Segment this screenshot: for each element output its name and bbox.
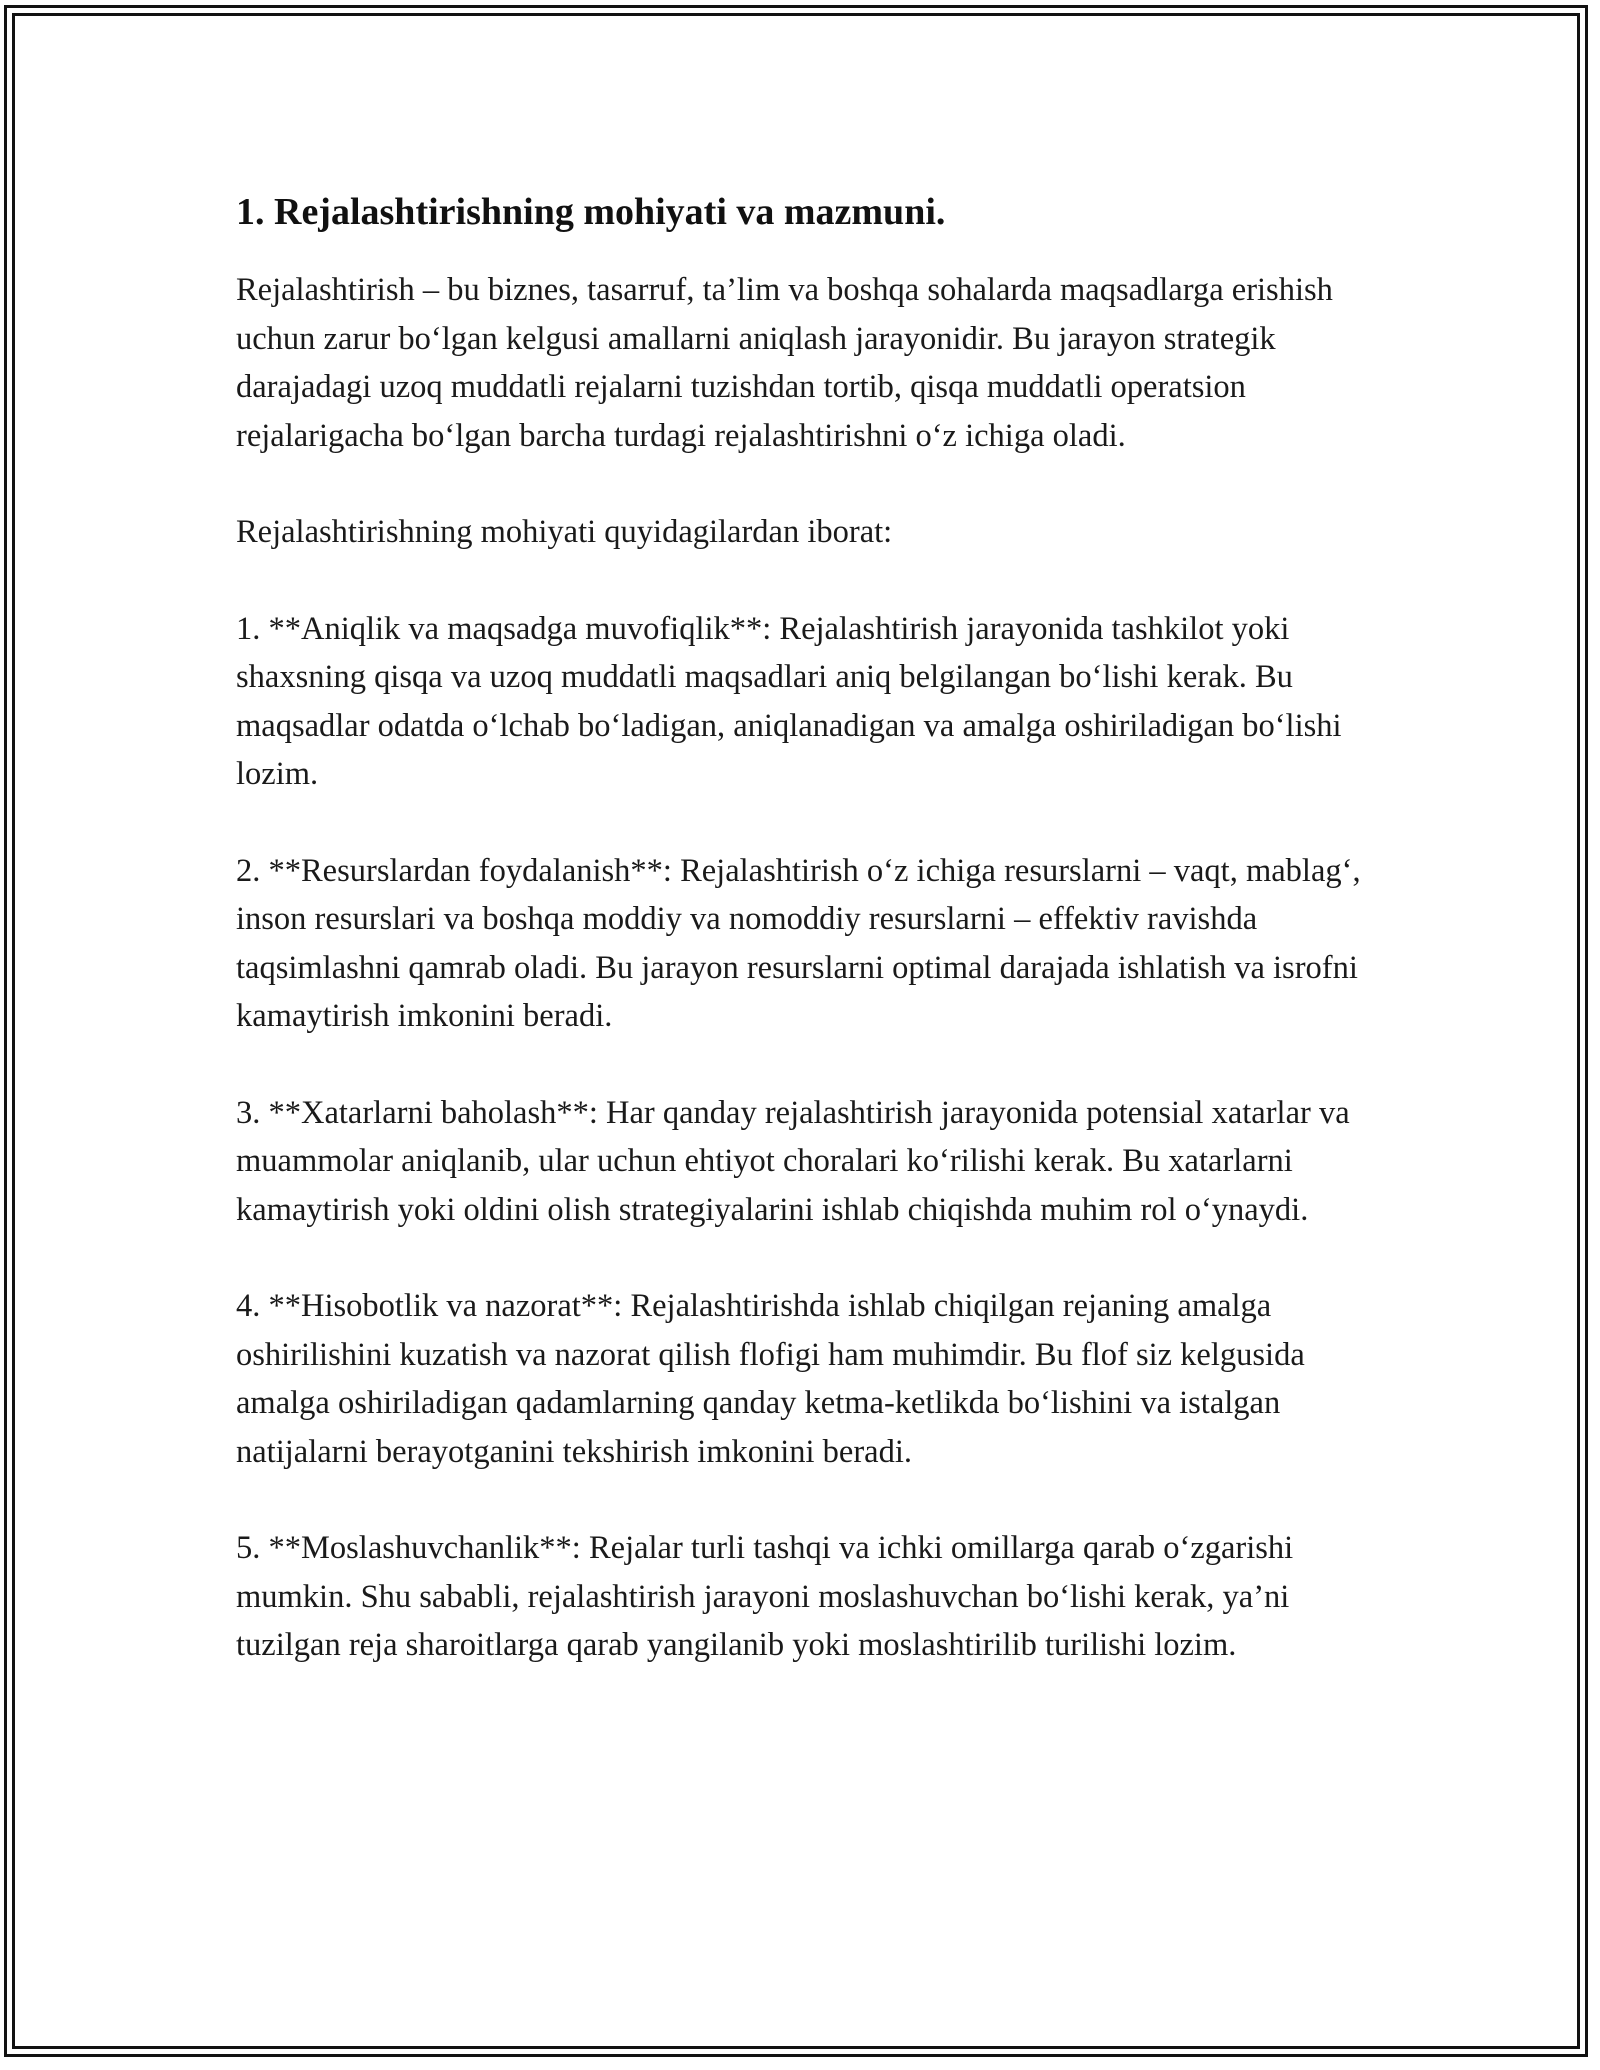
list-item-paragraph: 5. **Moslashuvchanlik**: Rejalar turli tashqi va ichki omillarga qarab o‘zgarishi mumkin. Shu sababli, rejalashtirish jarayoni moslashuvchan bo‘lishi kerak, ya’ni tuzilgan reja sharoitlarga qarab yangilanib yoki moslashtirilib turilishi lozim. — [236, 1530, 1294, 1663]
list-item-paragraph: 4. **Hisobotlik va nazorat**: Rejalashtirishda ishlab chiqilgan rejaning amalga oshirilishini kuzatish va nazorat qilish flofigi ham muhimdir. Bu flof siz kelgusida amalga oshiriladigan qadamlarning qanday ketma-ketlikda bo‘lishini va istalgan natijalarni berayotganini tekshirish imkonini beradi. — [236, 1288, 1305, 1470]
list-item-paragraph: 1. **Aniqlik va maqsadga muvofiqlik**: Rejalashtirish jarayonida tashkilot yoki shaxsning qisqa va uzoq muddatli maqsadlari aniq belgilangan bo‘lishi kerak. Bu maqsadlar odatda o‘lchab bo‘ladigan, aniqlanadigan va amalga oshiriladigan bo‘lishi lozim. — [236, 610, 1342, 792]
document-title: 1. Rejalashtirishning mohiyati va mazmuni. — [236, 191, 946, 233]
list-intro-paragraph: Rejalashtirishning mohiyati quyidagilardan iborat: — [236, 514, 893, 550]
document-body — [236, 186, 1386, 1718]
list-item-paragraph: 3. **Xatarlarni baholash**: Har qanday rejalashtirish jarayonida potensial xatarlar va muammolar aniqlanib, ular uchun ehtiyot choralari ko‘rilishi kerak. Bu xatarlarni kamaytirish yoki oldini olish strategiyalarini ishlab chiqishda muhim rol o‘ynaydi. — [236, 1094, 1350, 1228]
intro-paragraph: Rejalashtirish – bu biznes, tasarruf, ta’lim va boshqa sohalarda maqsadlarga erishish uchun zarur bo‘lgan kelgusi amallarni aniqlash jarayonidir. Bu jarayon strategik darajadagi uzoq muddatli rejalarni tuzishdan tortib, qisqa muddatli operatsion rejalarigacha bo‘lgan barcha turdagi rejalashtirishni o‘z ichiga oladi. — [236, 272, 1333, 454]
list-item-paragraph: 2. **Resurslardan foydalanish**: Rejalashtirish o‘z ichiga resurslarni – vaqt, mablag‘, inson resurslari va boshqa moddiy va nomoddiy resurslarni – effektiv ravishda taqsimlashni qamrab oladi. Bu jarayon resurslarni optimal darajada ishlatish va isrofni kamaytirish imkonini beradi. — [236, 852, 1361, 1034]
